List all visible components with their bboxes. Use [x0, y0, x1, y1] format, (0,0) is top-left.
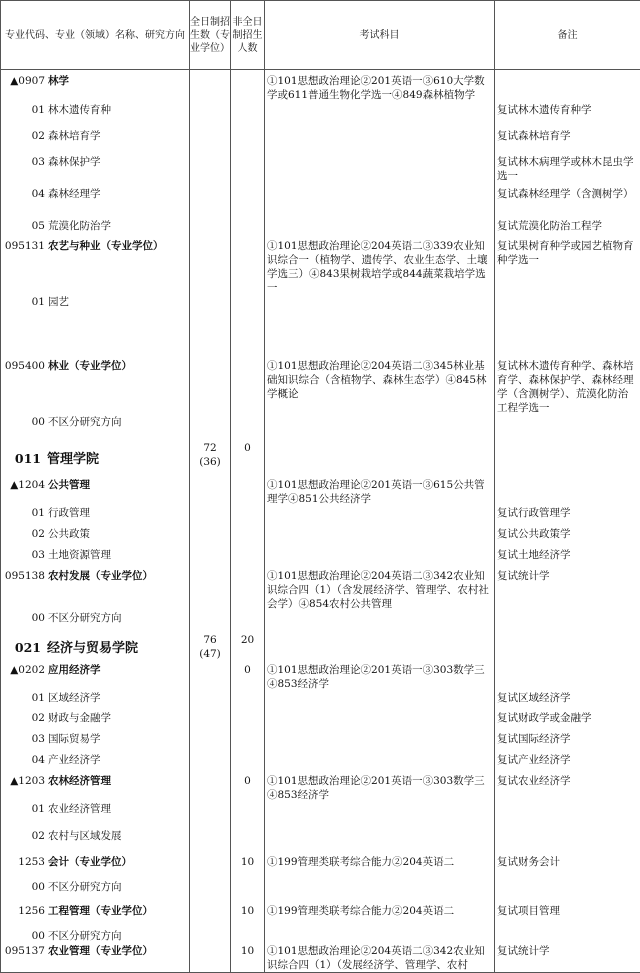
fulltime-count — [190, 732, 231, 753]
fulltime-count — [190, 802, 231, 829]
fulltime-count — [190, 633, 231, 663]
table-row — [1, 663, 640, 691]
exam-subjects: ①199管理类联考综合能力②204英语二 — [265, 904, 495, 929]
major-name: 农村发展（专业学位） — [48, 570, 153, 582]
major-name: 荒漠化防治学 — [48, 220, 111, 232]
table-row — [1, 880, 640, 904]
major-code: 01 — [1, 506, 45, 520]
major-code: 011 — [1, 452, 41, 466]
table-row — [1, 691, 640, 711]
table-row — [1, 904, 640, 929]
parttime-count — [231, 187, 265, 219]
table-row — [1, 219, 640, 239]
notes — [495, 929, 640, 944]
major-code: 095137 — [1, 944, 45, 958]
major-name: 不区分研究方向 — [48, 612, 122, 624]
table-row — [1, 944, 640, 973]
notes — [495, 633, 640, 663]
major-name: 财政与金融学 — [48, 712, 111, 724]
major-code: 095138 — [1, 569, 45, 583]
major-cell — [1, 103, 190, 129]
table-row — [1, 753, 640, 774]
notes: 复试农业经济学 — [495, 774, 640, 802]
major-code: 00 — [1, 929, 45, 943]
major-cell — [1, 929, 190, 944]
parttime-count — [231, 611, 265, 633]
major-code: 03 — [1, 732, 45, 746]
major-code: 02 — [1, 129, 45, 143]
table-row — [1, 129, 640, 155]
exam-subjects — [265, 295, 495, 359]
exam-subjects — [265, 711, 495, 732]
major-code: 095400 — [1, 359, 45, 373]
major-cell — [1, 295, 190, 359]
table-row — [1, 611, 640, 633]
major-code: 021 — [1, 641, 41, 655]
table-row — [1, 187, 640, 219]
major-code: ▲1204 — [1, 478, 45, 492]
major-cell — [1, 904, 190, 929]
parttime-count — [231, 239, 265, 295]
table-row — [1, 711, 640, 732]
major-code: 01 — [1, 295, 45, 309]
header-parttime: 非全日制招生人数 — [231, 1, 265, 70]
exam-subjects: ①199管理类联考综合能力②204英语二 — [265, 855, 495, 880]
notes: 复试财务会计 — [495, 855, 640, 880]
notes: 复试森林经理学（含测树学） — [495, 187, 640, 219]
major-name: 森林经理学 — [48, 188, 101, 200]
major-cell — [1, 802, 190, 829]
major-code: 03 — [1, 548, 45, 562]
fulltime-count — [190, 527, 231, 548]
major-code: 04 — [1, 753, 45, 767]
table-body — [1, 70, 640, 973]
exam-subjects — [265, 441, 495, 478]
fulltime-count — [190, 569, 231, 611]
fulltime-count — [190, 239, 231, 295]
parttime-count — [231, 295, 265, 359]
notes: 复试财政学或金融学 — [495, 711, 640, 732]
major-cell — [1, 187, 190, 219]
exam-subjects — [265, 611, 495, 633]
notes — [495, 295, 640, 359]
exam-subjects — [265, 802, 495, 829]
fulltime-count — [190, 506, 231, 527]
parttime-count — [231, 103, 265, 129]
table-row — [1, 359, 640, 415]
notes: 复试项目管理 — [495, 904, 640, 929]
parttime-count: 0 — [231, 441, 265, 478]
table-row — [1, 74, 640, 103]
notes: 复试果树育种学或园艺植物育种学选一 — [495, 239, 640, 295]
parttime-count: 10 — [231, 944, 265, 973]
major-cell — [1, 548, 190, 569]
major-cell — [1, 239, 190, 295]
header-notes: 备注 — [495, 1, 640, 70]
major-name: 管理学院 — [47, 452, 99, 467]
major-cell — [1, 663, 190, 691]
major-code: 01 — [1, 802, 45, 816]
table-row — [1, 155, 640, 187]
exam-subjects — [265, 187, 495, 219]
parttime-count — [231, 880, 265, 904]
fulltime-count — [190, 691, 231, 711]
parttime-count — [231, 129, 265, 155]
exam-subjects — [265, 633, 495, 663]
professional-count-value: (36) — [190, 455, 230, 469]
major-code: 02 — [1, 829, 45, 843]
major-cell — [1, 732, 190, 753]
parttime-count — [231, 929, 265, 944]
major-name: 国际贸易学 — [48, 733, 101, 745]
exam-subjects: ①101思想政治理论②204英语二③339农业知识综合一（植物学、遗传学、农业生态学、土壤学选三）④843果树栽培学或844蔬菜栽培学选一 — [265, 239, 495, 295]
major-name: 行政管理 — [48, 507, 90, 519]
major-code: 1256 — [1, 904, 45, 918]
major-cell — [1, 774, 190, 802]
major-cell — [1, 829, 190, 855]
fulltime-count — [190, 944, 231, 973]
notes — [495, 829, 640, 855]
exam-subjects — [265, 829, 495, 855]
exam-subjects — [265, 103, 495, 129]
major-name: 林业（专业学位） — [48, 360, 132, 372]
notes — [495, 880, 640, 904]
major-code: ▲1203 — [1, 774, 45, 788]
table-row — [1, 415, 640, 441]
major-code: ▲0907 — [1, 74, 45, 88]
fulltime-count — [190, 103, 231, 129]
major-cell — [1, 527, 190, 548]
parttime-count — [231, 506, 265, 527]
notes — [495, 663, 640, 691]
exam-subjects — [265, 415, 495, 441]
fulltime-count — [190, 415, 231, 441]
fulltime-count — [190, 478, 231, 506]
parttime-count — [231, 155, 265, 187]
major-cell — [1, 880, 190, 904]
header-row — [1, 1, 640, 70]
major-name: 森林培育学 — [48, 130, 101, 142]
major-code: 01 — [1, 691, 45, 705]
major-code: 02 — [1, 711, 45, 725]
notes: 复试国际经济学 — [495, 732, 640, 753]
exam-subjects — [265, 129, 495, 155]
major-cell — [1, 478, 190, 506]
table-row — [1, 239, 640, 295]
major-code: 04 — [1, 187, 45, 201]
major-cell — [1, 129, 190, 155]
major-name: 农艺与种业（专业学位） — [48, 240, 164, 252]
major-name: 经济与贸易学院 — [47, 641, 138, 656]
major-name: 农村与区域发展 — [48, 830, 122, 842]
major-code: 01 — [1, 103, 45, 117]
major-code: 095131 — [1, 239, 45, 253]
major-cell — [1, 506, 190, 527]
major-code: 00 — [1, 880, 45, 894]
parttime-count — [231, 802, 265, 829]
major-name: 林木遗传育种 — [48, 104, 111, 116]
header-fulltime: 全日制招生数（专业学位） — [190, 1, 231, 70]
exam-subjects — [265, 155, 495, 187]
fulltime-count — [190, 855, 231, 880]
major-cell — [1, 611, 190, 633]
parttime-count — [231, 732, 265, 753]
fulltime-count-value: 76 — [190, 633, 230, 647]
parttime-count — [231, 753, 265, 774]
parttime-count — [231, 711, 265, 732]
fulltime-count — [190, 711, 231, 732]
parttime-count — [231, 569, 265, 611]
major-code: 00 — [1, 415, 45, 429]
parttime-count: 0 — [231, 663, 265, 691]
parttime-count: 20 — [231, 633, 265, 663]
major-name: 会计（专业学位） — [48, 856, 132, 868]
fulltime-count — [190, 663, 231, 691]
exam-subjects: ①101思想政治理论②204英语二③342农业知识综合四（1）（含发展经济学、管理学、农村社会学）④854农村公共管理 — [265, 569, 495, 611]
table-row — [1, 527, 640, 548]
parttime-count — [231, 829, 265, 855]
major-name: 应用经济学 — [48, 664, 101, 676]
notes: 复试森林培育学 — [495, 129, 640, 155]
major-name: 区域经济学 — [48, 692, 101, 704]
fulltime-count — [190, 753, 231, 774]
fulltime-count — [190, 904, 231, 929]
notes — [495, 478, 640, 506]
table-row — [1, 295, 640, 359]
major-name: 农业管理（专业学位） — [48, 945, 153, 957]
exam-subjects — [265, 880, 495, 904]
major-name: 园艺 — [48, 296, 69, 308]
major-code: 1253 — [1, 855, 45, 869]
exam-subjects — [265, 506, 495, 527]
fulltime-count — [190, 155, 231, 187]
fulltime-count — [190, 441, 231, 478]
notes: 复试林木遗传育种学、森林培育学、森林保护学、森林经理学（含测树学）、荒漠化防治工程学选一 — [495, 359, 640, 415]
fulltime-count — [190, 219, 231, 239]
table-row — [1, 855, 640, 880]
table-row — [1, 441, 640, 478]
major-name: 产业经济学 — [48, 754, 101, 766]
notes: 复试公共政策学 — [495, 527, 640, 548]
table-row — [1, 569, 640, 611]
fulltime-count-value: 72 — [190, 441, 230, 455]
notes: 复试林木病理学或林木昆虫学选一 — [495, 155, 640, 187]
major-name: 林学 — [48, 75, 69, 87]
major-code: 00 — [1, 611, 45, 625]
major-cell — [1, 441, 190, 478]
fulltime-count — [190, 187, 231, 219]
header-major: 专业代码、专业（领域）名称、研究方向 — [1, 1, 190, 70]
exam-subjects — [265, 753, 495, 774]
exam-subjects: ①101思想政治理论②204英语二③342农业知识综合四（1）（发展经济学、管理学、农村 — [265, 944, 495, 973]
major-name: 不区分研究方向 — [48, 416, 122, 428]
major-name: 森林保护学 — [48, 156, 101, 168]
major-code: 02 — [1, 527, 45, 541]
major-cell — [1, 219, 190, 239]
parttime-count — [231, 527, 265, 548]
major-name: 农林经济管理 — [48, 775, 111, 787]
major-cell — [1, 753, 190, 774]
exam-subjects: ①101思想政治理论②201英语一③303数学三④853经济学 — [265, 774, 495, 802]
table-row — [1, 548, 640, 569]
notes — [495, 802, 640, 829]
notes: 复试统计学 — [495, 569, 640, 611]
major-name: 工程管理（专业学位） — [48, 905, 153, 917]
notes: 复试统计学 — [495, 944, 640, 973]
major-cell — [1, 74, 190, 103]
parttime-count — [231, 415, 265, 441]
fulltime-count — [190, 774, 231, 802]
fulltime-count — [190, 880, 231, 904]
major-name: 不区分研究方向 — [48, 881, 122, 893]
table-row — [1, 506, 640, 527]
table-row — [1, 633, 640, 663]
exam-subjects — [265, 219, 495, 239]
table-row — [1, 774, 640, 802]
major-cell — [1, 569, 190, 611]
parttime-count — [231, 691, 265, 711]
exam-subjects — [265, 691, 495, 711]
exam-subjects — [265, 548, 495, 569]
exam-subjects — [265, 732, 495, 753]
fulltime-count — [190, 611, 231, 633]
notes — [495, 74, 640, 103]
parttime-count: 10 — [231, 855, 265, 880]
table-row — [1, 829, 640, 855]
major-cell — [1, 359, 190, 415]
major-name: 农业经济管理 — [48, 803, 111, 815]
fulltime-count — [190, 295, 231, 359]
major-cell — [1, 415, 190, 441]
professional-count-value: (47) — [190, 647, 230, 661]
exam-subjects — [265, 527, 495, 548]
major-code: 03 — [1, 155, 45, 169]
parttime-count — [231, 478, 265, 506]
major-cell — [1, 855, 190, 880]
parttime-count — [231, 219, 265, 239]
notes: 复试土地经济学 — [495, 548, 640, 569]
parttime-count — [231, 359, 265, 415]
exam-subjects — [265, 929, 495, 944]
notes — [495, 441, 640, 478]
major-code: 05 — [1, 219, 45, 233]
exam-subjects: ①101思想政治理论②201英语一③303数学三④853经济学 — [265, 663, 495, 691]
notes: 复试荒漠化防治工程学 — [495, 219, 640, 239]
fulltime-count — [190, 829, 231, 855]
notes: 复试产业经济学 — [495, 753, 640, 774]
table-row — [1, 929, 640, 944]
major-cell — [1, 633, 190, 663]
fulltime-count — [190, 929, 231, 944]
major-cell — [1, 155, 190, 187]
major-cell — [1, 944, 190, 973]
notes — [495, 415, 640, 441]
exam-subjects: ①101思想政治理论②204英语二③345林业基础知识综合（含植物学、森林生态学）④845林学概论 — [265, 359, 495, 415]
table-row — [1, 802, 640, 829]
major-code: ▲0202 — [1, 663, 45, 677]
table-row — [1, 478, 640, 506]
major-name: 不区分研究方向 — [48, 930, 122, 942]
fulltime-count — [190, 548, 231, 569]
major-name: 土地资源管理 — [48, 549, 111, 561]
table-row — [1, 103, 640, 129]
notes: 复试区域经济学 — [495, 691, 640, 711]
parttime-count: 10 — [231, 904, 265, 929]
parttime-count: 0 — [231, 774, 265, 802]
notes: 复试林木遗传育种学 — [495, 103, 640, 129]
fulltime-count — [190, 74, 231, 103]
major-cell — [1, 691, 190, 711]
exam-subjects: ①101思想政治理论②201英语一③615公共管理学④851公共经济学 — [265, 478, 495, 506]
notes: 复试行政管理学 — [495, 506, 640, 527]
table-row — [1, 732, 640, 753]
fulltime-count — [190, 359, 231, 415]
major-name: 公共管理 — [48, 479, 90, 491]
major-cell — [1, 711, 190, 732]
parttime-count — [231, 74, 265, 103]
parttime-count — [231, 548, 265, 569]
major-name: 公共政策 — [48, 528, 90, 540]
header-exam-subjects: 考试科目 — [265, 1, 495, 70]
notes — [495, 611, 640, 633]
fulltime-count — [190, 129, 231, 155]
exam-subjects: ①101思想政治理论②201英语一③610大学数学或611普通生物化学选一④849森林植物学 — [265, 74, 495, 103]
